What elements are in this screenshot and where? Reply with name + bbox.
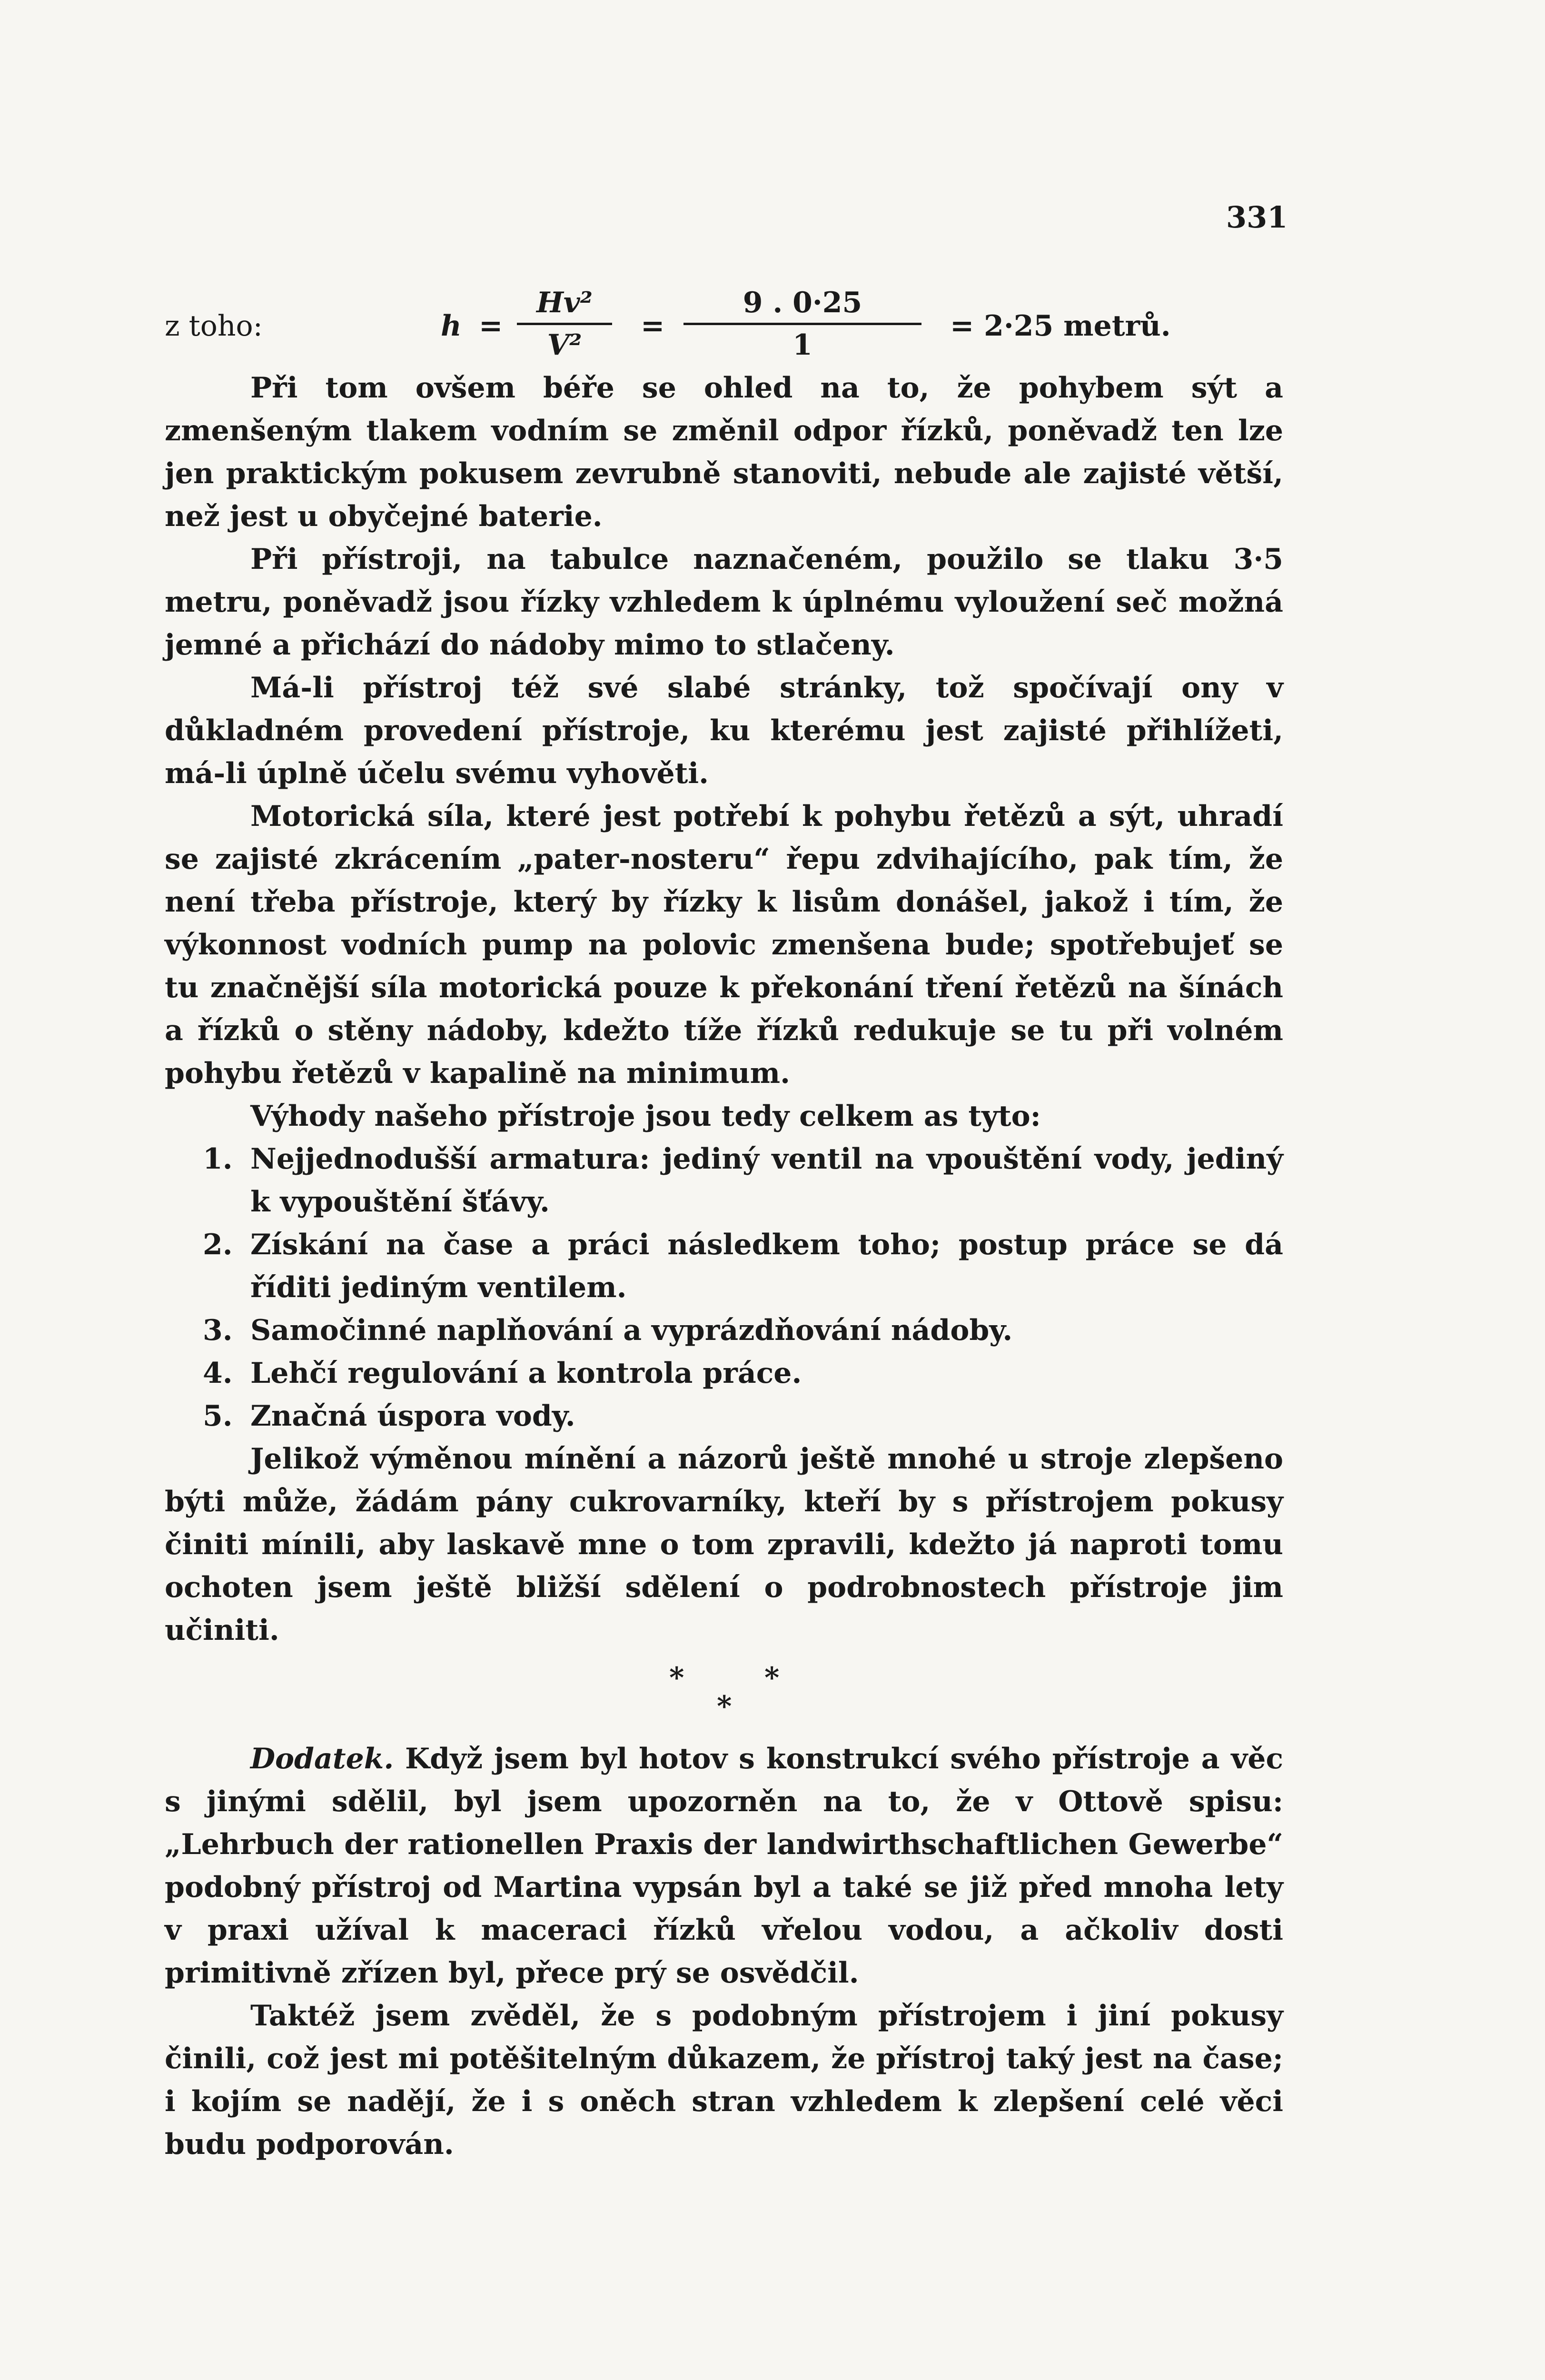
formula-lead: z toho: bbox=[165, 309, 263, 343]
fraction-bar bbox=[517, 323, 612, 325]
list-number: 5. bbox=[203, 1399, 233, 1433]
paragraph: Při přístroji, na tabulce naznačeném, použilo se tlaku 3·5 metru, poněvadž jsou řízky vzhledem k úplnému vyloužení seč možná jemné a přichází do nádoby mimo to stlačeny. bbox=[165, 543, 1283, 662]
list-item bbox=[165, 1223, 1283, 1309]
paragraph-addendum bbox=[165, 1737, 1283, 1994]
addendum-text: Když jsem byl hotov s konstrukcí svého přístroje a věc s jinými sdělil, byl jsem upozorněn na to, že v Ottově spisu: „Lehrbuch der rationellen Praxis der landwirthschaftlichen Gewerbe“ podobný přístroj od Martina vypsán byl a také se již před mnoha lety v praxi užíval k maceraci řízků vřelou vodou, a ačkoliv dosti primitivně zřízen byl, přece prý se osvědčil. bbox=[165, 1742, 1283, 1990]
list-number: 4. bbox=[203, 1357, 233, 1390]
list-text: Lehčí regulování a kontrola práce. bbox=[250, 1357, 802, 1390]
equals-sign: = bbox=[479, 309, 503, 343]
list-number: 2. bbox=[203, 1228, 233, 1261]
equals-sign: = bbox=[641, 309, 665, 343]
list-number: 3. bbox=[203, 1314, 233, 1347]
page-number: 331 bbox=[1226, 200, 1288, 235]
list-text: Nejjednodušší armatura: jediný ventil na vpouštění vody, jediný k vypouštění šťávy. bbox=[250, 1142, 1283, 1219]
addendum-label: Dodatek. bbox=[250, 1742, 394, 1775]
list-number: 1. bbox=[203, 1142, 233, 1176]
fraction-2-numerator: 9 . 0·25 bbox=[743, 286, 862, 319]
formula bbox=[165, 286, 1307, 367]
fraction-bar bbox=[683, 323, 921, 325]
asterisk: * bbox=[669, 1661, 684, 1695]
paragraph: Jelikož výměnou mínění a názorů ještě mnohé u stroje zlepšeno býti může, žádám pány cukrovarníky, kteří by s přístrojem pokusy činiti mínili, aby laskavě mne o tom zpravili, kdežto já naproti tomu ochoten jsem ještě bližší sdělení o podrobnostech přístroje jim učiniti. bbox=[165, 1442, 1283, 1647]
body-text bbox=[165, 367, 1283, 2166]
paragraph: Taktéž jsem zvěděl, že s podobným přístrojem i jiní pokusy činili, což jest mi potěšitelným důkazem, že přístroj taký jest na čase; i kojím se nadějí, že i s oněch stran vzhledem k zlepšení celé věci budu podporován. bbox=[165, 1999, 1283, 2161]
list-text: Samočinné naplňování a vyprázdňování nádoby. bbox=[250, 1314, 1013, 1347]
advantages-list bbox=[165, 1138, 1283, 1438]
formula-lhs: h bbox=[441, 309, 462, 343]
paragraph: Při tom ovšem béře se ohled na to, že pohybem sýt a zmenšeným tlakem vodním se změnil odpor řízků, poněvadž ten lze jen praktickým pokusem zevrubně stanoviti, nebude ale zajisté větší, než jest u obyčejné baterie. bbox=[165, 371, 1283, 533]
formula-result: = 2·25 metrů. bbox=[950, 309, 1171, 343]
fraction-2 bbox=[683, 286, 921, 362]
list-text: Značná úspora vody. bbox=[250, 1399, 575, 1433]
fraction-2-denominator: 1 bbox=[792, 328, 812, 362]
fraction-1 bbox=[517, 286, 612, 362]
fraction-1-numerator: Hv² bbox=[536, 286, 593, 319]
list-text: Získání na čase a práci následkem toho; postup práce se dá říditi jediným ventilem. bbox=[250, 1228, 1283, 1304]
list-item bbox=[165, 1352, 1283, 1395]
list-item bbox=[165, 1309, 1283, 1352]
list-item bbox=[165, 1138, 1283, 1223]
asterisk: * bbox=[764, 1661, 780, 1695]
section-divider-stars bbox=[165, 1652, 1283, 1737]
fraction-1-denominator: V² bbox=[547, 328, 582, 362]
list-item bbox=[165, 1395, 1283, 1438]
paragraph: Má-li přístroj též své slabé stránky, tož spočívají ony v důkladném provedení přístroje, ku kterému jest zajisté přihlížeti, má-li úplně účelu svému vyhověti. bbox=[165, 671, 1283, 790]
paragraph: Výhody našeho přístroje jsou tedy celkem as tyto: bbox=[250, 1100, 1041, 1133]
asterisk: * bbox=[717, 1690, 732, 1723]
paragraph: Motorická síla, které jest potřebí k pohybu řetězů a sýt, uhradí se zajisté zkrácením „pater-nosteru“ řepu zdvihajícího, pak tím, že není třeba přístroje, který by řízky k lisům donášel, jakož i tím, že výkonnost vodních pump na polovic zmenšena bude; spotřebujeť se tu značnější síla motorická pouze k překonání tření řetězů na šínách a řízků o stěny nádoby, kdežto tíže řízků redukuje se tu při volném pohybu řetězů v kapalině na minimum. bbox=[165, 800, 1283, 1090]
